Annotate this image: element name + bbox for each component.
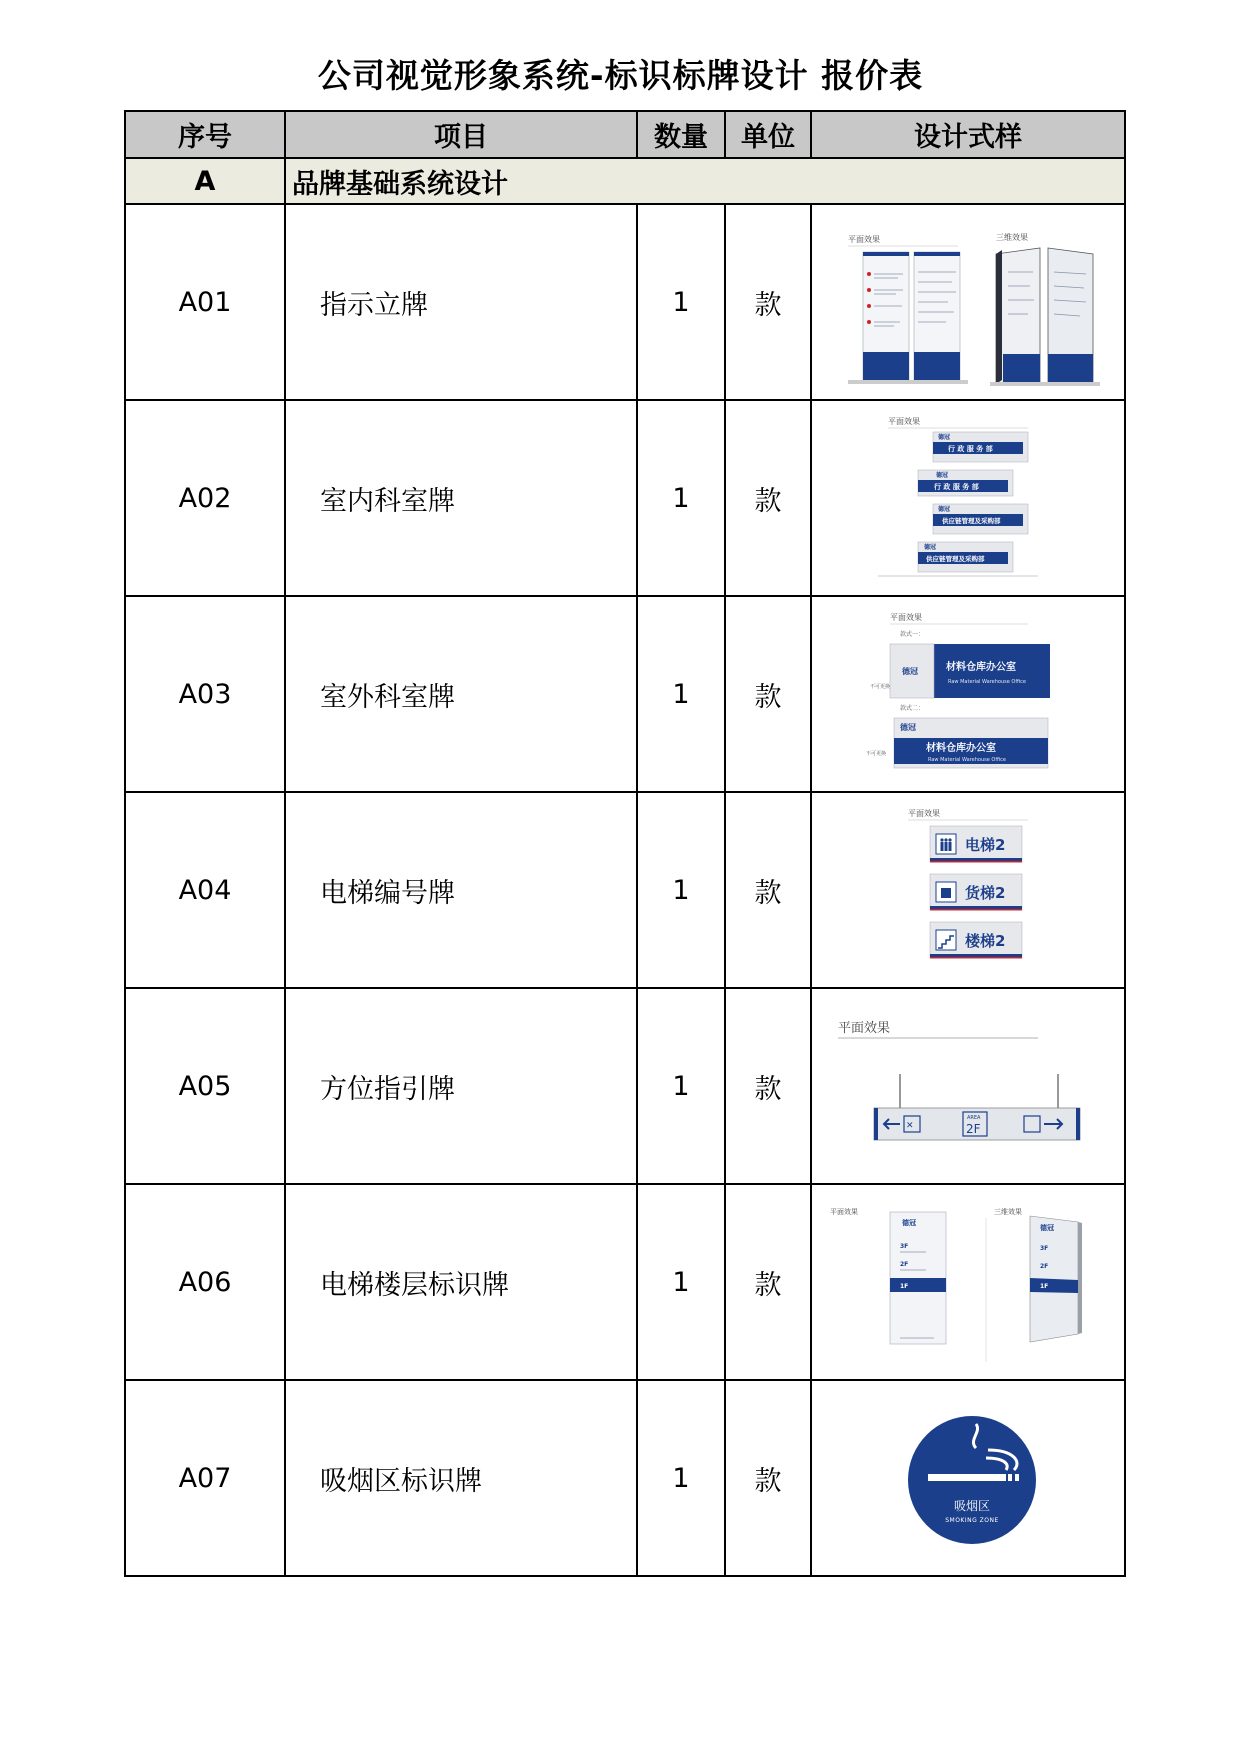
section-label: 品牌基础系统设计 <box>285 158 1125 204</box>
freight-elevator-sign <box>930 874 1022 911</box>
flat-label: 平面效果 <box>838 1021 891 1036</box>
design-sample <box>811 792 1125 988</box>
row-no: A06 <box>125 1184 285 1380</box>
svg-text:3F: 3F <box>1040 1245 1049 1252</box>
row-name: 吸烟区标识牌 <box>285 1380 637 1576</box>
table-row <box>125 1380 1125 1576</box>
elevator-number-sign-image <box>818 800 1118 980</box>
table-row <box>125 400 1125 596</box>
svg-text:1F: 1F <box>1040 1283 1049 1290</box>
indoor-door-sign-image <box>818 408 1118 588</box>
svg-text:德冠: 德冠 <box>1040 1224 1054 1232</box>
svg-text:款式二：: 款式二： <box>900 705 925 712</box>
svg-text:供应链管理及采购部: 供应链管理及采购部 <box>942 517 1001 525</box>
row-no: A01 <box>125 204 285 400</box>
design-sample <box>811 1380 1125 1576</box>
row-unit: 款 <box>725 1184 811 1380</box>
svg-text:不可更换: 不可更换 <box>870 684 891 690</box>
svg-text:行 政 服 务 部: 行 政 服 务 部 <box>934 483 979 491</box>
row-qty: 1 <box>637 1184 725 1380</box>
svg-text:德冠: 德冠 <box>902 667 918 676</box>
row-qty: 1 <box>637 596 725 792</box>
direction-sign-image <box>818 996 1118 1176</box>
design-sample <box>811 988 1125 1184</box>
table-row <box>125 1184 1125 1380</box>
flat-label: 平面效果 <box>830 1208 858 1216</box>
table-row <box>125 988 1125 1184</box>
flat-label: 平面效果 <box>890 613 922 622</box>
svg-text:2F: 2F <box>1040 1263 1049 1270</box>
header-no: 序号 <box>125 111 285 158</box>
design-sample <box>811 204 1125 400</box>
row-unit: 款 <box>725 204 811 400</box>
row-name: 方位指引牌 <box>285 988 637 1184</box>
row-qty: 1 <box>637 1380 725 1576</box>
svg-text:供应链管理及采购部: 供应链管理及采购部 <box>926 555 985 563</box>
svg-text:不可更换: 不可更换 <box>866 751 887 757</box>
outdoor-sign-1 <box>890 644 1050 698</box>
row-qty: 1 <box>637 988 725 1184</box>
floor-sign-3d <box>1030 1216 1082 1342</box>
row-no: A07 <box>125 1380 285 1576</box>
design-sample <box>811 1184 1125 1380</box>
standing-sign-image <box>818 212 1118 392</box>
row-unit: 款 <box>725 792 811 988</box>
svg-text:德冠: 德冠 <box>938 434 951 441</box>
row-name: 室外科室牌 <box>285 596 637 792</box>
svg-text:电梯2: 电梯2 <box>965 836 1006 854</box>
svg-text:AREA: AREA <box>967 1115 981 1121</box>
svg-text:款式一：: 款式一： <box>900 631 925 638</box>
flat-label: 平面效果 <box>848 235 880 244</box>
row-name: 指示立牌 <box>285 204 637 400</box>
svg-text:德冠: 德冠 <box>936 472 949 479</box>
page-title: 公司视觉形象系统-标识标牌设计 报价表 <box>317 56 924 95</box>
svg-text:Raw Material Warehouse Office: Raw Material Warehouse Office <box>928 757 1006 763</box>
row-qty: 1 <box>637 792 725 988</box>
row-qty: 1 <box>637 204 725 400</box>
svg-text:3F: 3F <box>900 1243 909 1250</box>
header-row <box>125 111 1125 158</box>
door-sign-3 <box>933 504 1028 534</box>
svg-text:材料仓库办公室: 材料仓库办公室 <box>946 662 1016 673</box>
row-name: 室内科室牌 <box>285 400 637 596</box>
svg-text:1F: 1F <box>900 1283 909 1290</box>
section-code: A <box>125 158 285 204</box>
row-name: 电梯编号牌 <box>285 792 637 988</box>
svg-text:德冠: 德冠 <box>924 544 937 551</box>
outdoor-sign-2 <box>894 718 1048 768</box>
table-row <box>125 596 1125 792</box>
table-row <box>125 204 1125 400</box>
table-row <box>125 792 1125 988</box>
section-row <box>125 158 1125 204</box>
smoking-zone-en: SMOKING ZONE <box>945 1517 999 1524</box>
row-no: A02 <box>125 400 285 596</box>
outdoor-door-sign-image <box>818 604 1118 784</box>
svg-text:2F: 2F <box>966 1122 981 1136</box>
door-sign-2 <box>918 470 1013 496</box>
row-no: A04 <box>125 792 285 988</box>
row-qty: 1 <box>637 400 725 596</box>
elevator-sign <box>930 826 1022 863</box>
smoking-zone-sign-image <box>818 1388 1118 1568</box>
row-name: 电梯楼层标识牌 <box>285 1184 637 1380</box>
smoking-zone-cn: 吸烟区 <box>953 1499 991 1513</box>
row-unit: 款 <box>725 988 811 1184</box>
hanging-direction-panel <box>874 1108 1080 1140</box>
threed-label: 三维效果 <box>994 1208 1022 1216</box>
floor-index-sign-image <box>818 1192 1118 1372</box>
stairs-sign <box>930 922 1022 959</box>
svg-text:材料仓库办公室: 材料仓库办公室 <box>926 743 996 754</box>
row-no: A05 <box>125 988 285 1184</box>
row-unit: 款 <box>725 400 811 596</box>
design-sample <box>811 596 1125 792</box>
row-no: A03 <box>125 596 285 792</box>
door-sign-4 <box>918 542 1013 572</box>
row-unit: 款 <box>725 596 811 792</box>
header-unit: 单位 <box>725 111 811 158</box>
design-sample <box>811 400 1125 596</box>
svg-text:德冠: 德冠 <box>902 1219 916 1227</box>
header-item: 项目 <box>285 111 637 158</box>
svg-text:货梯2: 货梯2 <box>965 884 1006 902</box>
floor-sign-flat <box>890 1212 946 1344</box>
svg-text:✕: ✕ <box>906 1121 914 1131</box>
flat-label: 平面效果 <box>908 809 940 818</box>
svg-text:楼梯2: 楼梯2 <box>965 932 1006 950</box>
svg-text:德冠: 德冠 <box>938 506 951 513</box>
quote-table <box>124 110 1126 1577</box>
svg-text:德冠: 德冠 <box>900 723 916 732</box>
door-sign-1 <box>933 432 1028 462</box>
threed-label: 三维效果 <box>996 233 1028 242</box>
svg-text:2F: 2F <box>900 1261 909 1268</box>
flat-label: 平面效果 <box>888 417 920 426</box>
header-qty: 数量 <box>637 111 725 158</box>
row-unit: 款 <box>725 1380 811 1576</box>
header-design: 设计式样 <box>811 111 1125 158</box>
svg-text:Raw Material Warehouse Office: Raw Material Warehouse Office <box>948 679 1026 685</box>
svg-text:行 政 服 务 部: 行 政 服 务 部 <box>948 445 993 453</box>
